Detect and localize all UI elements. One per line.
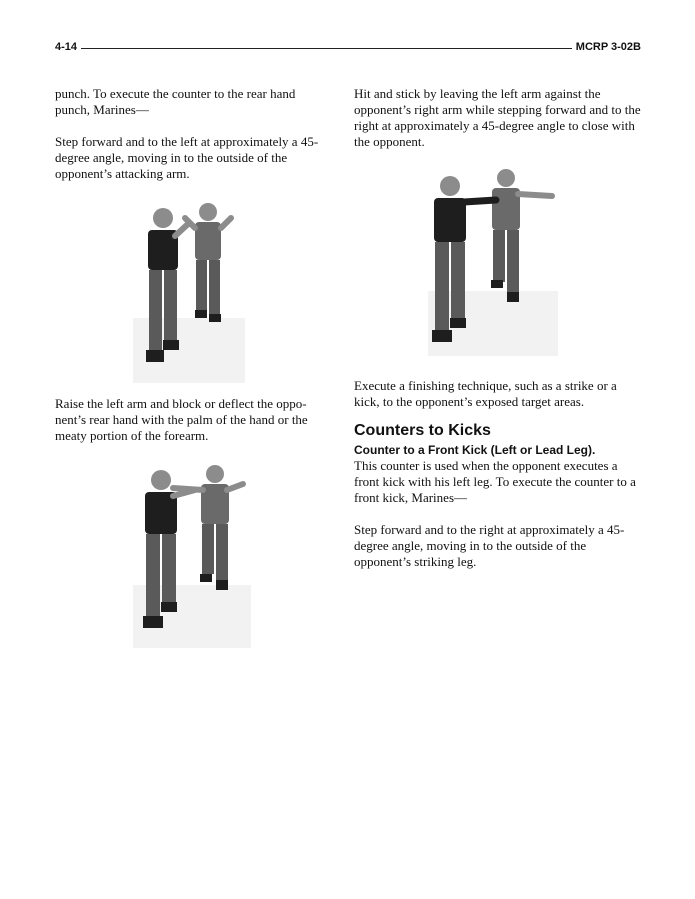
photo-step-left: [55, 198, 327, 386]
paragraph-raise-left-arm: Raise the left arm and block or deflect the oppo-nent’s rear hand with the palm of the hand or the meaty portion of the forearm.: [55, 396, 308, 443]
photo-block-deflect: [55, 460, 327, 648]
paragraph-front-kick-intro: This counter is used when the opponent executes a front kick with his left leg. To execute the counter to a front kick, Marines—: [354, 458, 636, 505]
block-deflect-illustration: [133, 460, 251, 648]
photo-hit-and-stick: [354, 166, 644, 362]
paragraph-step-left: Step forward and to the left at approximately a 45-degree angle, moving in to the outside of the opponent’s attacking arm.: [55, 134, 319, 181]
paragraph-finishing-technique: Execute a finishing technique, such as a strike or a kick, to the opponent’s exposed target areas.: [354, 378, 617, 409]
document-id: MCRP 3-02B: [572, 40, 641, 54]
hit-and-stick-illustration: [428, 166, 558, 356]
right-column: [354, 86, 644, 586]
section-heading-counters-to-kicks: Counters to Kicks: [354, 422, 491, 439]
left-column: [55, 86, 327, 658]
paragraph-rear-hand-intro: punch. To execute the counter to the rear hand punch, Marines—: [55, 86, 296, 117]
subheading-counter-front-kick: Counter to a Front Kick (Left or Lead Leg).: [354, 443, 596, 457]
paragraph-step-right: Step forward and to the right at approximately a 45-degree angle, moving in to the outside of the opponent’s striking leg.: [354, 522, 625, 569]
page-header: [55, 40, 641, 56]
step-left-illustration: [133, 198, 245, 383]
page-number: 4-14: [55, 40, 81, 54]
paragraph-hit-and-stick: Hit and stick by leaving the left arm against the opponent’s right arm while stepping forward and to the right at approximately a 45-degree angle to close with the opponent.: [354, 86, 641, 149]
header-rule: [55, 48, 641, 49]
